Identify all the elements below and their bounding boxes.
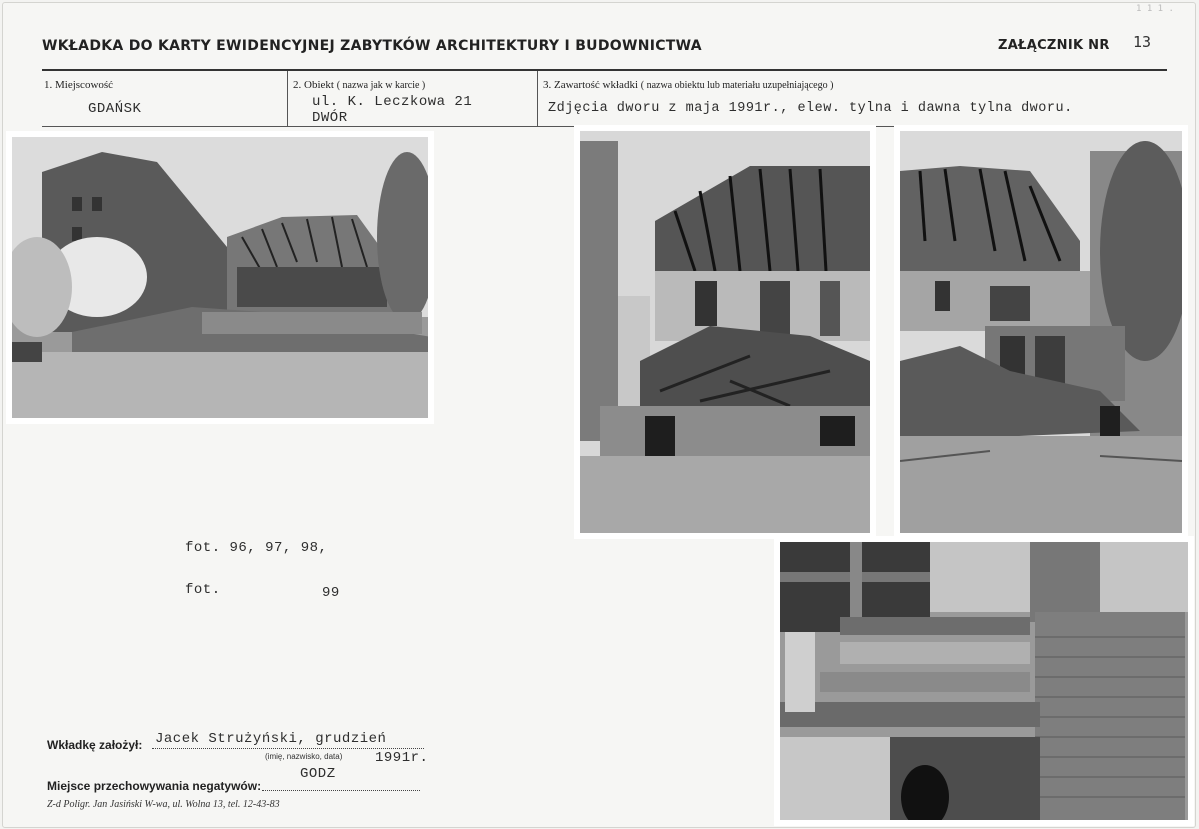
locality-label: 1. Miejscowość: [44, 79, 114, 91]
ruined-interior-brick-detail-image: [780, 542, 1188, 820]
negatives-dotted-line: [262, 790, 420, 791]
object-label-text: 2. Obiekt: [293, 79, 334, 91]
header-rule: [42, 69, 1167, 71]
annex-number: 13: [1133, 33, 1152, 51]
ruined-manor-distant-photo: [6, 131, 434, 424]
created-by-caption: (imię, nazwisko, data): [265, 752, 343, 761]
corner-mark: 1 1 1 .: [1136, 4, 1174, 14]
object-label: [293, 79, 425, 91]
ruined-manor-rear-image: [900, 131, 1182, 533]
created-by-year: 1991r.: [375, 750, 429, 766]
ruined-manor-front-photo: [574, 125, 876, 539]
negatives-value: GODZ: [300, 766, 336, 782]
field-divider-1: [287, 71, 288, 127]
created-by-dotted-line: [152, 748, 424, 749]
object-label-note: ( nazwa jak w karcie ): [336, 80, 426, 91]
ruined-interior-brick-detail-photo: [774, 536, 1194, 826]
printer-imprint: Z-d Poligr. Jan Jasiński W-wa, ul. Wolna 13, tel. 12-43-83: [47, 799, 280, 810]
locality-value: GDAŃSK: [88, 101, 142, 117]
ruined-manor-distant-image: [12, 137, 428, 418]
contents-label-note: ( nazwa obiektu lub materiału uzupełniającego ): [640, 80, 834, 91]
photo-numbers-line-1: fot. 96, 97, 98,: [185, 540, 328, 556]
photo-numbers-line-2-number: 99: [322, 585, 340, 601]
annex-label: ZAŁĄCZNIK NR: [998, 38, 1110, 53]
contents-value: Zdjęcia dworu z maja 1991r., elew. tylna i dawna tylna dworu.: [548, 101, 1073, 116]
created-by-label: Wkładkę założył:: [47, 738, 143, 752]
object-address: ul. K. Leczkowa 21: [312, 94, 473, 110]
ruined-manor-front-image: [580, 131, 870, 533]
object-name: DWÓR: [312, 110, 348, 126]
form-title: WKŁADKA DO KARTY EWIDENCYJNEJ ZABYTKÓW ARCHITEKTURY I BUDOWNICTWA: [42, 38, 702, 54]
contents-label-text: 3. Zawartość wkładki: [543, 79, 638, 91]
contents-label: [543, 79, 833, 91]
ruined-manor-rear-photo: [894, 125, 1188, 539]
photo-numbers-line-2-prefix: fot.: [185, 582, 221, 598]
created-by-value: Jacek Strużyński, grudzień: [155, 731, 387, 747]
field-divider-2: [537, 71, 538, 127]
negatives-label: Miejsce przechowywania negatywów:: [47, 779, 262, 793]
